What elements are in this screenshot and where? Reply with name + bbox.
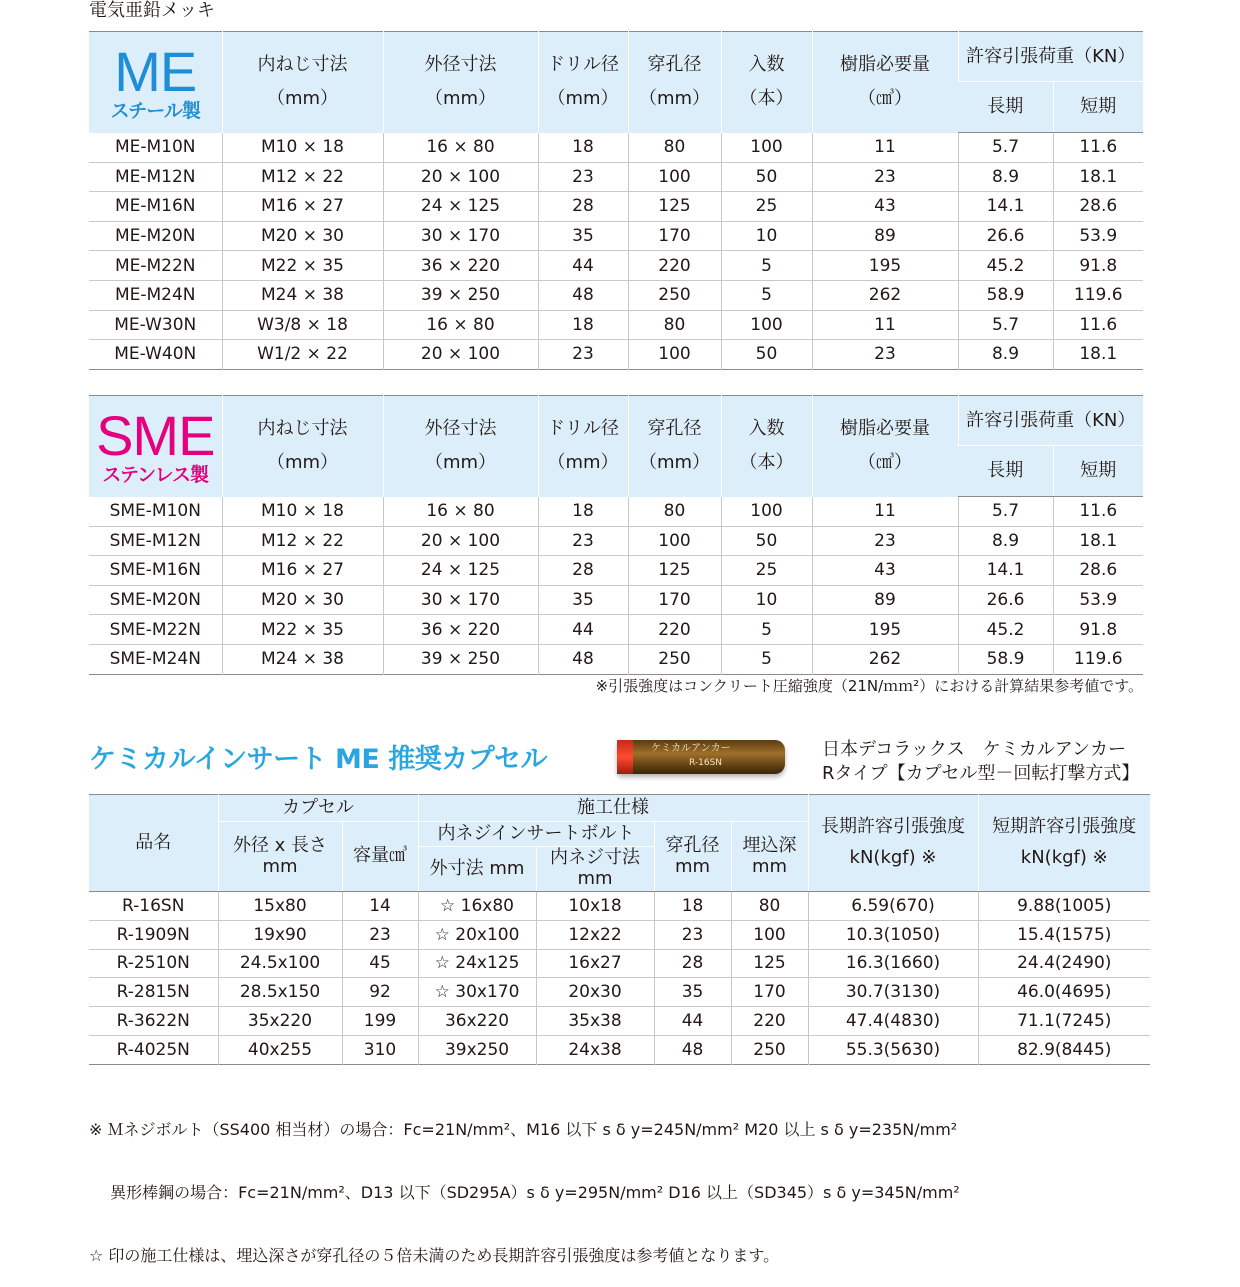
sme-header-drill: ドリル径 （mm） (538, 396, 628, 497)
me-cell: 36 × 220 (383, 251, 538, 281)
capsule-header-spec: 施工仕様 (418, 795, 808, 822)
me-cell: 28 (538, 192, 628, 222)
sme-cell: 11.6 (1053, 497, 1143, 527)
sme-cell: SME-M24N (89, 644, 222, 674)
me-table-row (89, 340, 1143, 370)
sme-cell: 23 (812, 526, 958, 556)
me-cell: 10 (721, 221, 812, 251)
me-cell: ME-M22N (89, 251, 222, 281)
sme-cell: 43 (812, 556, 958, 586)
capsule-header-depth: 埋込深 mm (731, 822, 808, 892)
me-cell: 100 (628, 162, 721, 192)
me-cell: 250 (628, 280, 721, 310)
me-cell: 18.1 (1053, 340, 1143, 370)
sme-cell: 50 (721, 526, 812, 556)
sme-cell: 58.9 (958, 644, 1053, 674)
capsule-cell: 199 (342, 1007, 418, 1036)
sme-header-outer: 外径寸法 （mm） (383, 396, 538, 497)
capsule-header-short: 短期許容引張強度 kN(kgf) ※ (978, 795, 1150, 892)
sme-table-row (89, 497, 1143, 527)
me-cell: 20 × 100 (383, 340, 538, 370)
sme-cell: 10 (721, 585, 812, 615)
sme-cell: 100 (628, 526, 721, 556)
me-cell: M16 × 27 (222, 192, 383, 222)
capsule-cell: 39x250 (418, 1035, 536, 1064)
capsule-cell: 10x18 (536, 892, 654, 921)
capsule-cell: 36x220 (418, 1007, 536, 1036)
sme-cell: 5 (721, 615, 812, 645)
me-cell: ME-M24N (89, 280, 222, 310)
capsule-cell: ☆ 30x170 (418, 978, 536, 1007)
capsule-cell: 30.7(3130) (808, 978, 978, 1007)
me-cell: 43 (812, 192, 958, 222)
sme-cell: 48 (538, 644, 628, 674)
sme-cell: 5.7 (958, 497, 1053, 527)
capsule-section-title: ケミカルインサート ME 推奨カプセル (89, 744, 547, 775)
sme-logo-subtitle: ステンレス製 (102, 463, 209, 486)
me-cell: 16 × 80 (383, 310, 538, 340)
me-table-row (89, 162, 1143, 192)
me-cell: 5 (721, 280, 812, 310)
capsule-header-name: 品名 (89, 795, 218, 892)
sme-cell: 119.6 (1053, 644, 1143, 674)
sme-cell: 28.6 (1053, 556, 1143, 586)
me-header-tension: 許容引張荷重（KN） (958, 32, 1143, 82)
sme-cell: 5 (721, 644, 812, 674)
capsule-cell: 19x90 (218, 920, 342, 949)
sme-cell: 18.1 (1053, 526, 1143, 556)
sme-cell: 53.9 (1053, 585, 1143, 615)
sme-header-tension: 許容引張荷重（KN） (958, 396, 1143, 446)
capsule-cell: 15.4(1575) (978, 920, 1150, 949)
me-cell: 44 (538, 251, 628, 281)
sme-cell: 24 × 125 (383, 556, 538, 586)
capsule-cell: 28 (654, 949, 731, 978)
capsule-cell: R-3622N (89, 1007, 218, 1036)
me-cell: 170 (628, 221, 721, 251)
me-header-short: 短期 (1053, 82, 1143, 133)
capsule-cell: ☆ 20x100 (418, 920, 536, 949)
capsule-cell: 23 (654, 920, 731, 949)
footnote-1: ※ Ｍネジボルト（SS400 相当材）の場合：Fc=21N/mm²、M16 以下 s δ y=245N/mm² M20 以上 s δ y=235N/mm² (89, 1120, 958, 1139)
sme-cell: 18 (538, 497, 628, 527)
me-cell: 100 (628, 340, 721, 370)
capsule-image-label: ケミカルアンカー (651, 743, 731, 754)
capsule-cell: 71.1(7245) (978, 1007, 1150, 1036)
sme-cell: 170 (628, 585, 721, 615)
me-cell: ME-M20N (89, 221, 222, 251)
me-cell: 11.6 (1053, 133, 1143, 163)
capsule-cell: 24.4(2490) (978, 949, 1150, 978)
sme-header-qty: 入数 （本） (721, 396, 812, 497)
me-cell: 18.1 (1053, 162, 1143, 192)
maker-info (822, 738, 1139, 786)
me-cell: 11.6 (1053, 310, 1143, 340)
me-logo-subtitle: スチール製 (110, 99, 200, 122)
sme-cell: 250 (628, 644, 721, 674)
sme-cell: 36 × 220 (383, 615, 538, 645)
capsule-cell: 24x38 (536, 1035, 654, 1064)
sme-spec-table (89, 395, 1143, 675)
me-table-row (89, 251, 1143, 281)
capsule-header-hole: 穿孔径 mm (654, 822, 731, 892)
capsule-table-row (89, 1035, 1150, 1064)
footnote-2: 異形棒鋼の場合：Fc=21N/mm²、D13 以下（SD295A）s δ y=295N/mm² D16 以上（SD345）s δ y=345N/mm² (89, 1183, 960, 1202)
capsule-cell: 10.3(1050) (808, 920, 978, 949)
me-cell: ME-M10N (114, 137, 196, 158)
me-cell: 58.9 (958, 280, 1053, 310)
me-header-inner: 内ねじ寸法 （mm） (222, 32, 383, 133)
sme-cell: 195 (812, 615, 958, 645)
sme-header-resin: 樹脂必要量 （㎤） (812, 396, 958, 497)
me-table-row (89, 221, 1143, 251)
me-cell: 125 (628, 192, 721, 222)
capsule-cell: ☆ 16x80 (418, 892, 536, 921)
me-cell: M24 × 38 (222, 280, 383, 310)
me-table-row (89, 133, 1143, 163)
me-cell: 80 (628, 133, 721, 163)
sme-cell: SME-M10N (109, 501, 201, 522)
me-cell: 195 (812, 251, 958, 281)
capsule-cell: 9.88(1005) (978, 892, 1150, 921)
sme-table-row (89, 615, 1143, 645)
sme-table-row (89, 556, 1143, 586)
me-cell: 262 (812, 280, 958, 310)
me-cell: M20 × 30 (222, 221, 383, 251)
capsule-product-image (617, 740, 785, 774)
sme-logo (89, 396, 222, 497)
sme-header-inner: 内ねじ寸法 （mm） (222, 396, 383, 497)
capsule-cell: 125 (731, 949, 808, 978)
capsule-table-row (89, 920, 1150, 949)
me-cell: ME-W40N (89, 340, 222, 370)
me-cell: 24 × 125 (383, 192, 538, 222)
me-table-row (89, 280, 1143, 310)
sme-cell: 220 (628, 615, 721, 645)
capsule-table (89, 794, 1150, 1065)
me-cell: M10 × 18 (222, 133, 383, 163)
capsule-cell: 12x22 (536, 920, 654, 949)
me-cell: 26.6 (958, 221, 1053, 251)
capsule-cell: 44 (654, 1007, 731, 1036)
sme-cell: 23 (538, 526, 628, 556)
capsule-cell: 170 (731, 978, 808, 1007)
sme-cell: 16 × 80 (383, 497, 538, 527)
capsule-header-inner-thread: 内ネジ寸法 mm (536, 847, 654, 892)
me-cell: 35 (538, 221, 628, 251)
capsule-header-volume: 容量㎤ (342, 822, 418, 892)
me-cell: 89 (812, 221, 958, 251)
me-cell: 23 (538, 340, 628, 370)
me-cell: 100 (721, 133, 812, 163)
capsule-cell: 18 (654, 892, 731, 921)
me-cell: 100 (721, 310, 812, 340)
capsule-cell: 55.3(5630) (808, 1035, 978, 1064)
me-cell: 8.9 (958, 340, 1053, 370)
capsule-cell: 92 (342, 978, 418, 1007)
capsule-cell: 45 (342, 949, 418, 978)
me-table-row (89, 310, 1143, 340)
maker-line-2: Rタイプ【カプセル型－回転打撃方式】 (822, 763, 1140, 784)
capsule-cell: 80 (731, 892, 808, 921)
me-cell: W1/2 × 22 (222, 340, 383, 370)
me-header-long: 長期 (958, 82, 1053, 133)
sme-cell: 11 (812, 497, 958, 527)
me-cell: 11 (812, 133, 958, 163)
me-header-resin: 樹脂必要量 （㎤） (812, 32, 958, 133)
me-cell: 5.7 (958, 310, 1053, 340)
page-title: 電気亜鉛メッキ (89, 0, 215, 21)
capsule-cell: 23 (342, 920, 418, 949)
me-spec-table (89, 31, 1143, 370)
sme-cell: 39 × 250 (383, 644, 538, 674)
capsule-cell: 250 (731, 1035, 808, 1064)
me-cell: 28.6 (1053, 192, 1143, 222)
sme-header-hole: 穿孔径 （mm） (628, 396, 721, 497)
sme-cell: 125 (628, 556, 721, 586)
capsule-table-row (89, 892, 1150, 921)
sme-cell: SME-M22N (89, 615, 222, 645)
me-logo (89, 32, 222, 133)
capsule-cell: 100 (731, 920, 808, 949)
capsule-table-row (89, 1007, 1150, 1036)
sme-cell: 100 (721, 497, 812, 527)
sme-cell: 91.8 (1053, 615, 1143, 645)
capsule-cell: R-2510N (89, 949, 218, 978)
me-cell: 20 × 100 (383, 162, 538, 192)
me-header-hole: 穿孔径 （mm） (628, 32, 721, 133)
sme-cell: 45.2 (958, 615, 1053, 645)
me-cell: M22 × 35 (222, 251, 383, 281)
sme-cell: M12 × 22 (222, 526, 383, 556)
me-cell: 39 × 250 (383, 280, 538, 310)
capsule-cell: 40x255 (218, 1035, 342, 1064)
me-cell: 23 (812, 162, 958, 192)
sme-cell: M24 × 38 (222, 644, 383, 674)
capsule-cell: 35 (654, 978, 731, 1007)
sme-cell: M20 × 30 (222, 585, 383, 615)
capsule-table-row (89, 949, 1150, 978)
capsule-cell: 24.5x100 (218, 949, 342, 978)
capsule-table-row (89, 978, 1150, 1007)
me-cell: 91.8 (1053, 251, 1143, 281)
capsule-cell: 47.4(4830) (808, 1007, 978, 1036)
sme-cell: 14.1 (958, 556, 1053, 586)
capsule-header-capsule: カプセル (218, 795, 418, 822)
me-cell: 8.9 (958, 162, 1053, 192)
me-header-outer: 外径寸法 （mm） (383, 32, 538, 133)
capsule-header-outer-size: 外寸法 mm (418, 847, 536, 892)
me-logo-text: ME (114, 39, 197, 103)
footnotes (89, 1077, 960, 1287)
capsule-cell: R-16SN (122, 895, 185, 916)
sme-header-long: 長期 (958, 446, 1053, 497)
me-cell: 80 (628, 310, 721, 340)
capsule-cell: 16x27 (536, 949, 654, 978)
me-cell: 23 (812, 340, 958, 370)
sme-cell: 35 (538, 585, 628, 615)
me-header-qty: 入数 （本） (721, 32, 812, 133)
capsule-cell: 46.0(4695) (978, 978, 1150, 1007)
maker-line-1: 日本デコラックス ケミカルアンカー (822, 739, 1127, 760)
capsule-cell: ☆ 24x125 (418, 949, 536, 978)
capsule-cell: 310 (342, 1035, 418, 1064)
sme-table-row (89, 526, 1143, 556)
footnote-3: ☆ 印の施工仕様は、埋込深さが穿孔径の５倍未満のため長期許容引張強度は参考値となります。 (89, 1246, 780, 1265)
sme-table-row (89, 585, 1143, 615)
me-header-drill: ドリル径 （mm） (538, 32, 628, 133)
me-cell: ME-M16N (89, 192, 222, 222)
capsule-cell: R-1909N (89, 920, 218, 949)
sme-cell: 89 (812, 585, 958, 615)
sme-cell: 44 (538, 615, 628, 645)
capsule-cell: 6.59(670) (808, 892, 978, 921)
sme-cell: 80 (628, 497, 721, 527)
capsule-red-cap (617, 740, 633, 774)
capsule-header-long: 長期許容引張強度 kN(kgf) ※ (808, 795, 978, 892)
sme-header-short: 短期 (1053, 446, 1143, 497)
capsule-cell: 35x220 (218, 1007, 342, 1036)
sme-cell: 30 × 170 (383, 585, 538, 615)
capsule-cell: 220 (731, 1007, 808, 1036)
capsule-header-bolt: 内ネジインサートボルト (418, 822, 654, 847)
sme-cell: M22 × 35 (222, 615, 383, 645)
sme-cell: 25 (721, 556, 812, 586)
me-cell: 18 (538, 133, 628, 163)
me-cell: 5 (721, 251, 812, 281)
capsule-cell: R-2815N (89, 978, 218, 1007)
me-cell: 18 (538, 310, 628, 340)
me-cell: 14.1 (958, 192, 1053, 222)
me-cell: 119.6 (1053, 280, 1143, 310)
sme-cell: 8.9 (958, 526, 1053, 556)
capsule-header-od-len: 外径 x 長さ mm (218, 822, 342, 892)
me-cell: 220 (628, 251, 721, 281)
capsule-cell: 35x38 (536, 1007, 654, 1036)
capsule-image-model: R-16SN (689, 758, 723, 768)
me-cell: ME-M12N (89, 162, 222, 192)
me-cell: 45.2 (958, 251, 1053, 281)
capsule-cell: 82.9(8445) (978, 1035, 1150, 1064)
sme-cell: SME-M12N (89, 526, 222, 556)
me-cell: 5.7 (958, 133, 1053, 163)
strength-note: ※引張強度はコンクリート圧縮強度（21N/ｍｍ²）における計算結果参考値です。 (595, 677, 1143, 695)
capsule-cell: R-4025N (89, 1035, 218, 1064)
capsule-cell: 14 (342, 892, 418, 921)
sme-cell: 20 × 100 (383, 526, 538, 556)
capsule-cell: 48 (654, 1035, 731, 1064)
sme-logo-text: SME (96, 403, 215, 467)
sme-cell: 262 (812, 644, 958, 674)
me-cell: 50 (721, 340, 812, 370)
me-cell: 30 × 170 (383, 221, 538, 251)
sme-cell: M16 × 27 (222, 556, 383, 586)
me-cell: ME-W30N (89, 310, 222, 340)
me-cell: 50 (721, 162, 812, 192)
capsule-cell: 16.3(1660) (808, 949, 978, 978)
me-cell: 53.9 (1053, 221, 1143, 251)
capsule-cell: 15x80 (218, 892, 342, 921)
sme-cell: SME-M20N (89, 585, 222, 615)
me-cell: M12 × 22 (222, 162, 383, 192)
sme-cell: SME-M16N (89, 556, 222, 586)
me-cell: 16 × 80 (383, 133, 538, 163)
capsule-cell: 28.5x150 (218, 978, 342, 1007)
sme-cell: 26.6 (958, 585, 1053, 615)
sme-cell: M10 × 18 (222, 497, 383, 527)
sme-cell: 28 (538, 556, 628, 586)
me-cell: 48 (538, 280, 628, 310)
capsule-cell: 20x30 (536, 978, 654, 1007)
me-table-row (89, 192, 1143, 222)
me-cell: 25 (721, 192, 812, 222)
me-cell: W3/8 × 18 (222, 310, 383, 340)
me-cell: 11 (812, 310, 958, 340)
sme-table-row (89, 644, 1143, 674)
me-cell: 23 (538, 162, 628, 192)
